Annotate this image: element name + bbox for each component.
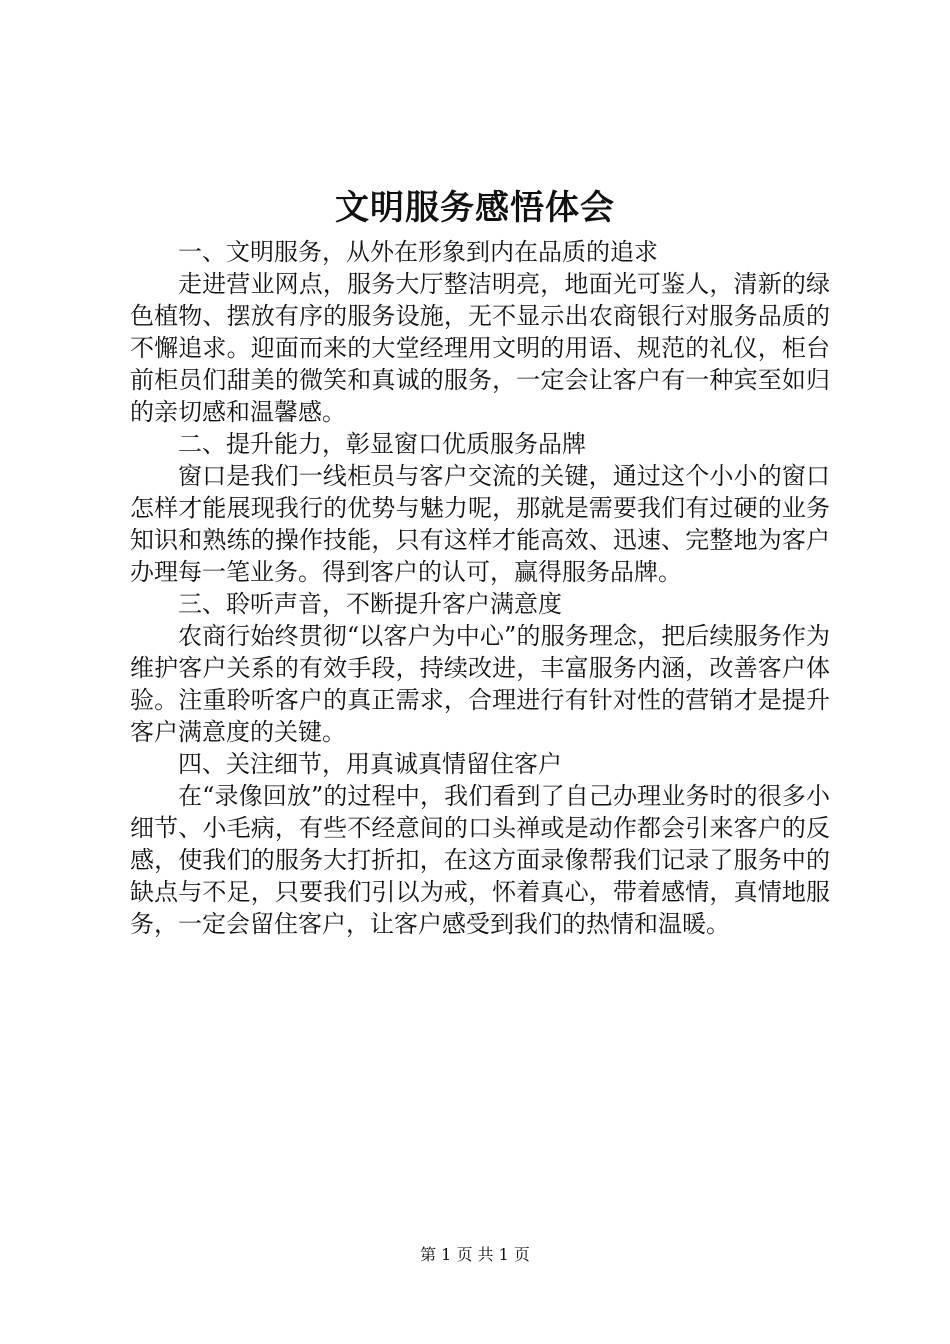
section-paragraph-4: 在“录像回放”的过程中，我们看到了自己办理业务时的很多小细节、小毛病，有些不经意间的口头禅或是动作都会引来客户的反感，使我们的服务大打折扣，在这方面录像帮我们记录了服务中的缺点与不足，只要我们引以为戒，怀着真心，带着感情，真情地服务，一定会留住客户，让客户感受到我们的热情和温暖。	[130, 782, 830, 938]
section-heading-2: 二、提升能力，彰显窗口优质服务品牌	[178, 430, 586, 458]
section-heading-4: 四、关注细节，用真诚真情留住客户	[178, 750, 562, 778]
page-number-footer: 第 1 页 共 1 页	[420, 1245, 530, 1264]
section-paragraph-2: 窗口是我们一线柜员与客户交流的关键，通过这个小小的窗口怎样才能展现我行的优势与魅力呢，那就是需要我们有过硬的业务知识和熟练的操作技能，只有这样才能高效、迅速、完整地为客户办理每一笔业务。得到客户的认可，赢得服务品牌。	[130, 462, 830, 586]
section-paragraph-1: 走进营业网点，服务大厅整洁明亮，地面光可鉴人，清新的绿色植物、摆放有序的服务设施，无不显示出农商银行对服务品质的不懈追求。迎面而来的大堂经理用文明的用语、规范的礼仪，柜台前柜员们甜美的微笑和真诚的服务，一定会让客户有一种宾至如归的亲切感和温馨感。	[130, 270, 830, 426]
document-body	[130, 236, 830, 940]
section-heading-3: 三、聆听声音，不断提升客户满意度	[178, 590, 562, 618]
section-heading-1: 一、文明服务，从外在形象到内在品质的追求	[178, 238, 658, 266]
document-title: 文明服务感悟体会	[335, 188, 615, 228]
section-paragraph-3: 农商行始终贯彻“以客户为中心”的服务理念，把后续服务作为维护客户关系的有效手段，持续改进，丰富服务内涵，改善客户体验。注重聆听客户的真正需求，合理进行有针对性的营销才是提升客户满意度的关键。	[130, 622, 830, 746]
